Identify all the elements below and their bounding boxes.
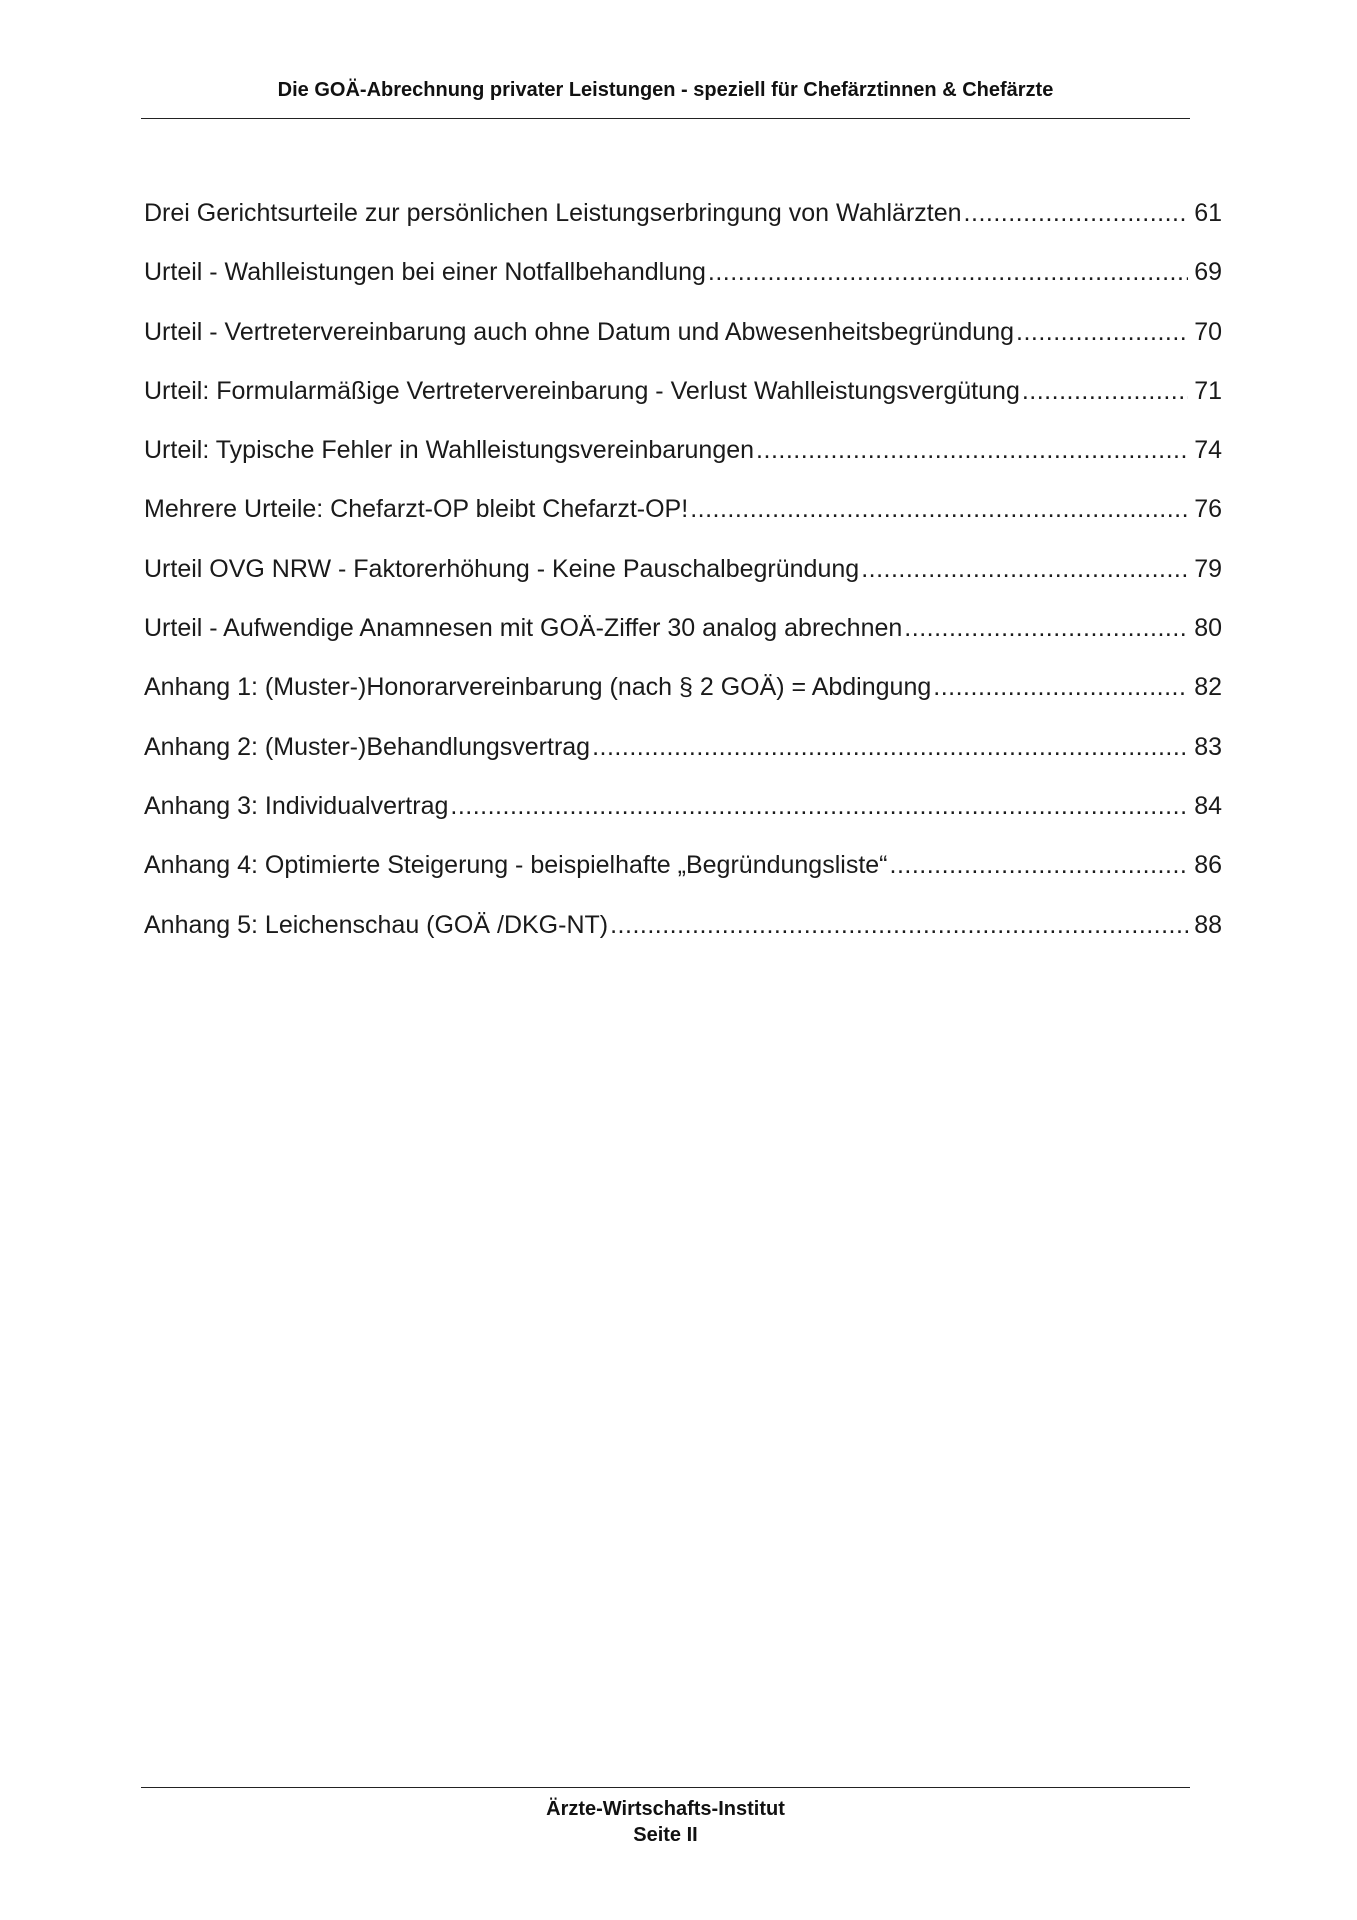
- toc-entry[interactable]: [144, 309, 1222, 368]
- toc-entry-page: 80: [1194, 614, 1222, 643]
- toc-entry[interactable]: [144, 902, 1222, 961]
- toc-entry-title: Anhang 3: Individualvertrag: [144, 791, 449, 820]
- toc-entry-page: 84: [1194, 791, 1222, 820]
- toc-entry-page: 70: [1194, 317, 1222, 346]
- toc-entry-title: Anhang 1: (Muster-)Honorarvereinbarung (nach § 2 GOÄ) = Abdingung: [144, 673, 932, 702]
- toc-entry[interactable]: [144, 783, 1222, 842]
- toc-entry[interactable]: [144, 546, 1222, 605]
- toc-entry[interactable]: [144, 605, 1222, 664]
- toc-entry-page: 74: [1194, 436, 1222, 465]
- toc-dot-leader: [1016, 309, 1188, 355]
- toc-entry[interactable]: [144, 664, 1222, 723]
- header-divider: [141, 118, 1190, 119]
- toc-entry[interactable]: [144, 368, 1222, 427]
- toc-dot-leader: [1022, 368, 1188, 414]
- toc-entry[interactable]: [144, 724, 1222, 783]
- toc-entry-page: 79: [1194, 554, 1222, 583]
- toc-entry-page: 61: [1194, 199, 1222, 227]
- toc-entry-title: Urteil: Formularmäßige Vertretervereinbarung - Verlust Wahlleistungsvergütung: [144, 376, 1020, 405]
- toc-entry[interactable]: [144, 842, 1222, 901]
- footer-divider: [141, 1787, 1190, 1788]
- toc-entry-page: 82: [1194, 673, 1222, 702]
- toc-entry-page: 76: [1194, 495, 1222, 524]
- toc-entry-title: Urteil - Aufwendige Anamnesen mit GOÄ-Ziffer 30 analog abrechnen: [144, 614, 903, 643]
- toc-entry-page: 69: [1194, 258, 1222, 287]
- toc-entry-title: Urteil - Vertretervereinbarung auch ohne Datum und Abwesenheitsbegründung: [144, 317, 1014, 346]
- toc-dot-leader: [450, 783, 1188, 829]
- toc-entry-title: Anhang 4: Optimierte Steigerung - beispielhafte „Begründungsliste“: [144, 851, 888, 880]
- footer-institute: Ärzte-Wirtschafts-Institut: [546, 1798, 785, 1820]
- toc-entry-title: Drei Gerichtsurteile zur persönlichen Leistungserbringung von Wahlärzten: [144, 199, 962, 227]
- toc-entry-page: 88: [1194, 910, 1222, 939]
- toc-entry-page: 83: [1194, 732, 1222, 761]
- toc-entry-title: Anhang 5: Leichenschau (GOÄ /DKG-NT): [144, 910, 609, 939]
- toc-entry-title: Urteil OVG NRW - Faktorerhöhung - Keine Pauschalbegründung: [144, 554, 860, 583]
- toc-entry-title: Anhang 2: (Muster-)Behandlungsvertrag: [144, 732, 591, 761]
- toc-entry[interactable]: [144, 486, 1222, 545]
- toc-dot-leader: [933, 664, 1188, 710]
- table-of-contents: [144, 190, 1222, 961]
- toc-entry-page: 71: [1194, 376, 1222, 405]
- toc-dot-leader: [592, 724, 1188, 770]
- page-header: Die GOÄ-Abrechnung privater Leistungen - speziell für Chefärztinnen & Chefärzte: [277, 79, 1054, 101]
- toc-dot-leader: [964, 190, 1188, 236]
- toc-entry-title: Mehrere Urteile: Chefarzt-OP bleibt Chefarzt-OP!: [144, 495, 689, 524]
- toc-entry-title: Urteil - Wahlleistungen bei einer Notfallbehandlung: [144, 258, 706, 287]
- toc-entry-title: Urteil: Typische Fehler in Wahlleistungsvereinbarungen: [144, 436, 755, 465]
- toc-dot-leader: [708, 249, 1188, 295]
- toc-entry[interactable]: [144, 190, 1222, 249]
- toc-dot-leader: [861, 546, 1188, 592]
- page-footer: [141, 1796, 1190, 1848]
- toc-entry[interactable]: [144, 249, 1222, 308]
- toc-entry-page: 86: [1194, 851, 1222, 880]
- toc-dot-leader: [904, 605, 1188, 651]
- toc-dot-leader: [890, 842, 1189, 888]
- footer-page-number: Seite II: [633, 1824, 698, 1846]
- toc-dot-leader: [610, 902, 1188, 948]
- toc-dot-leader: [756, 427, 1188, 473]
- toc-entry[interactable]: [144, 427, 1222, 486]
- toc-dot-leader: [690, 486, 1188, 532]
